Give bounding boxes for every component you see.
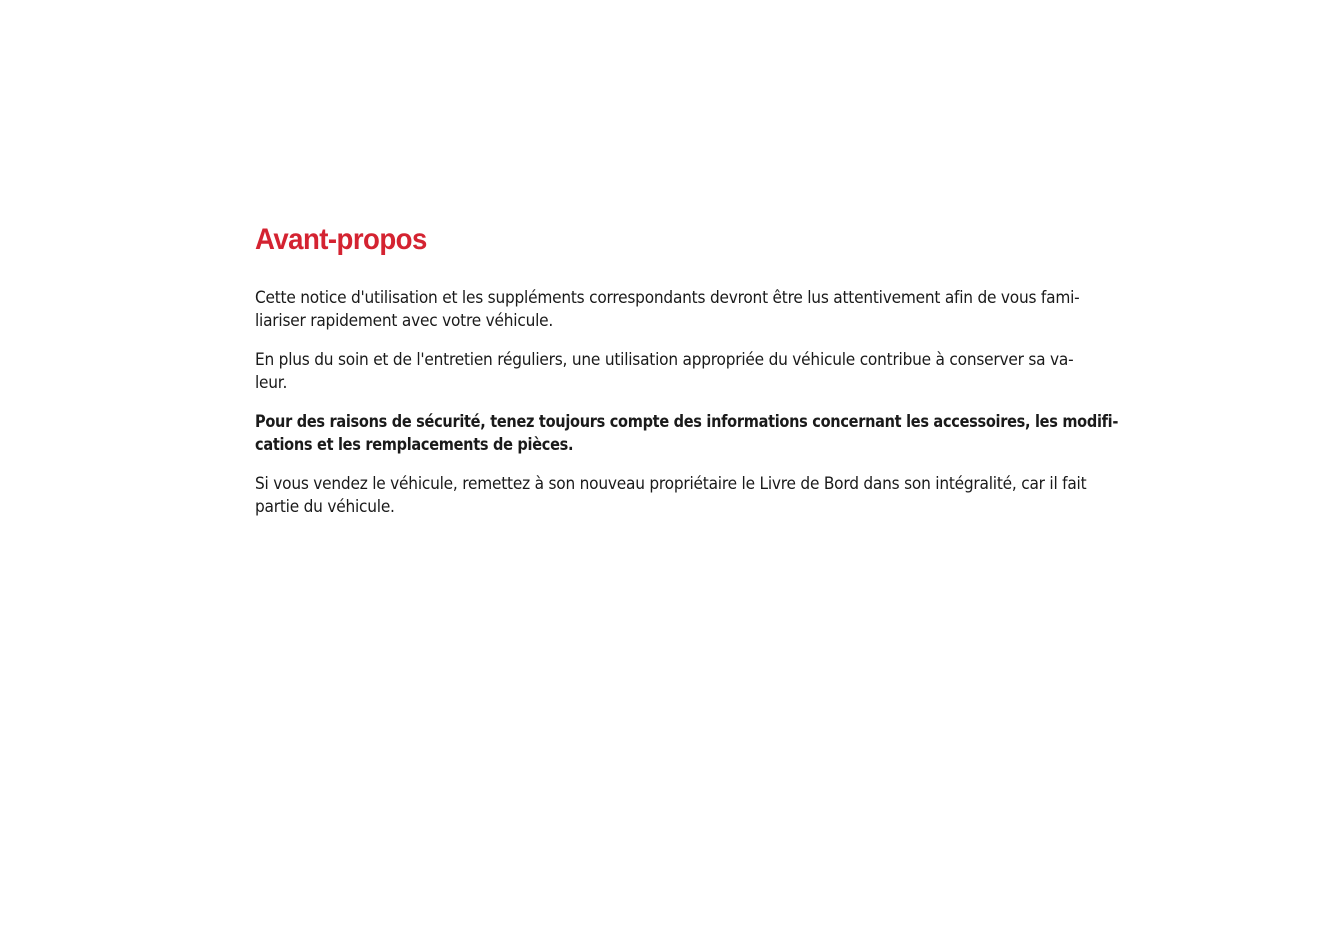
paragraph-line: leur. — [255, 373, 288, 393]
paragraph-reading-advice — [255, 287, 1147, 333]
paragraph-safety-notice — [255, 411, 1147, 457]
paragraph-line: Cette notice d'utilisation et les suppléments correspondants devront être lus attentivement afin de vous fami- — [255, 288, 1080, 308]
foreword-body — [255, 287, 1147, 519]
paragraph-line: En plus du soin et de l'entretien réguliers, une utilisation appropriée du véhicule contribue à conserver sa va- — [255, 350, 1074, 370]
paragraph-line: partie du véhicule. — [255, 497, 395, 517]
section-heading: Avant-propos — [255, 223, 427, 256]
paragraph-line: cations et les remplacements de pièces. — [255, 435, 574, 455]
paragraph-line: Si vous vendez le véhicule, remettez à son nouveau propriétaire le Livre de Bord dans son intégralité, car il fait — [255, 474, 1087, 494]
paragraph-line: Pour des raisons de sécurité, tenez toujours compte des informations concernant les accessoires, les modifi- — [255, 412, 1119, 432]
paragraph-resale-advice — [255, 473, 1147, 519]
paragraph-care-advice — [255, 349, 1147, 395]
paragraph-line: liariser rapidement avec votre véhicule. — [255, 311, 554, 331]
foreword-section — [255, 222, 1147, 535]
